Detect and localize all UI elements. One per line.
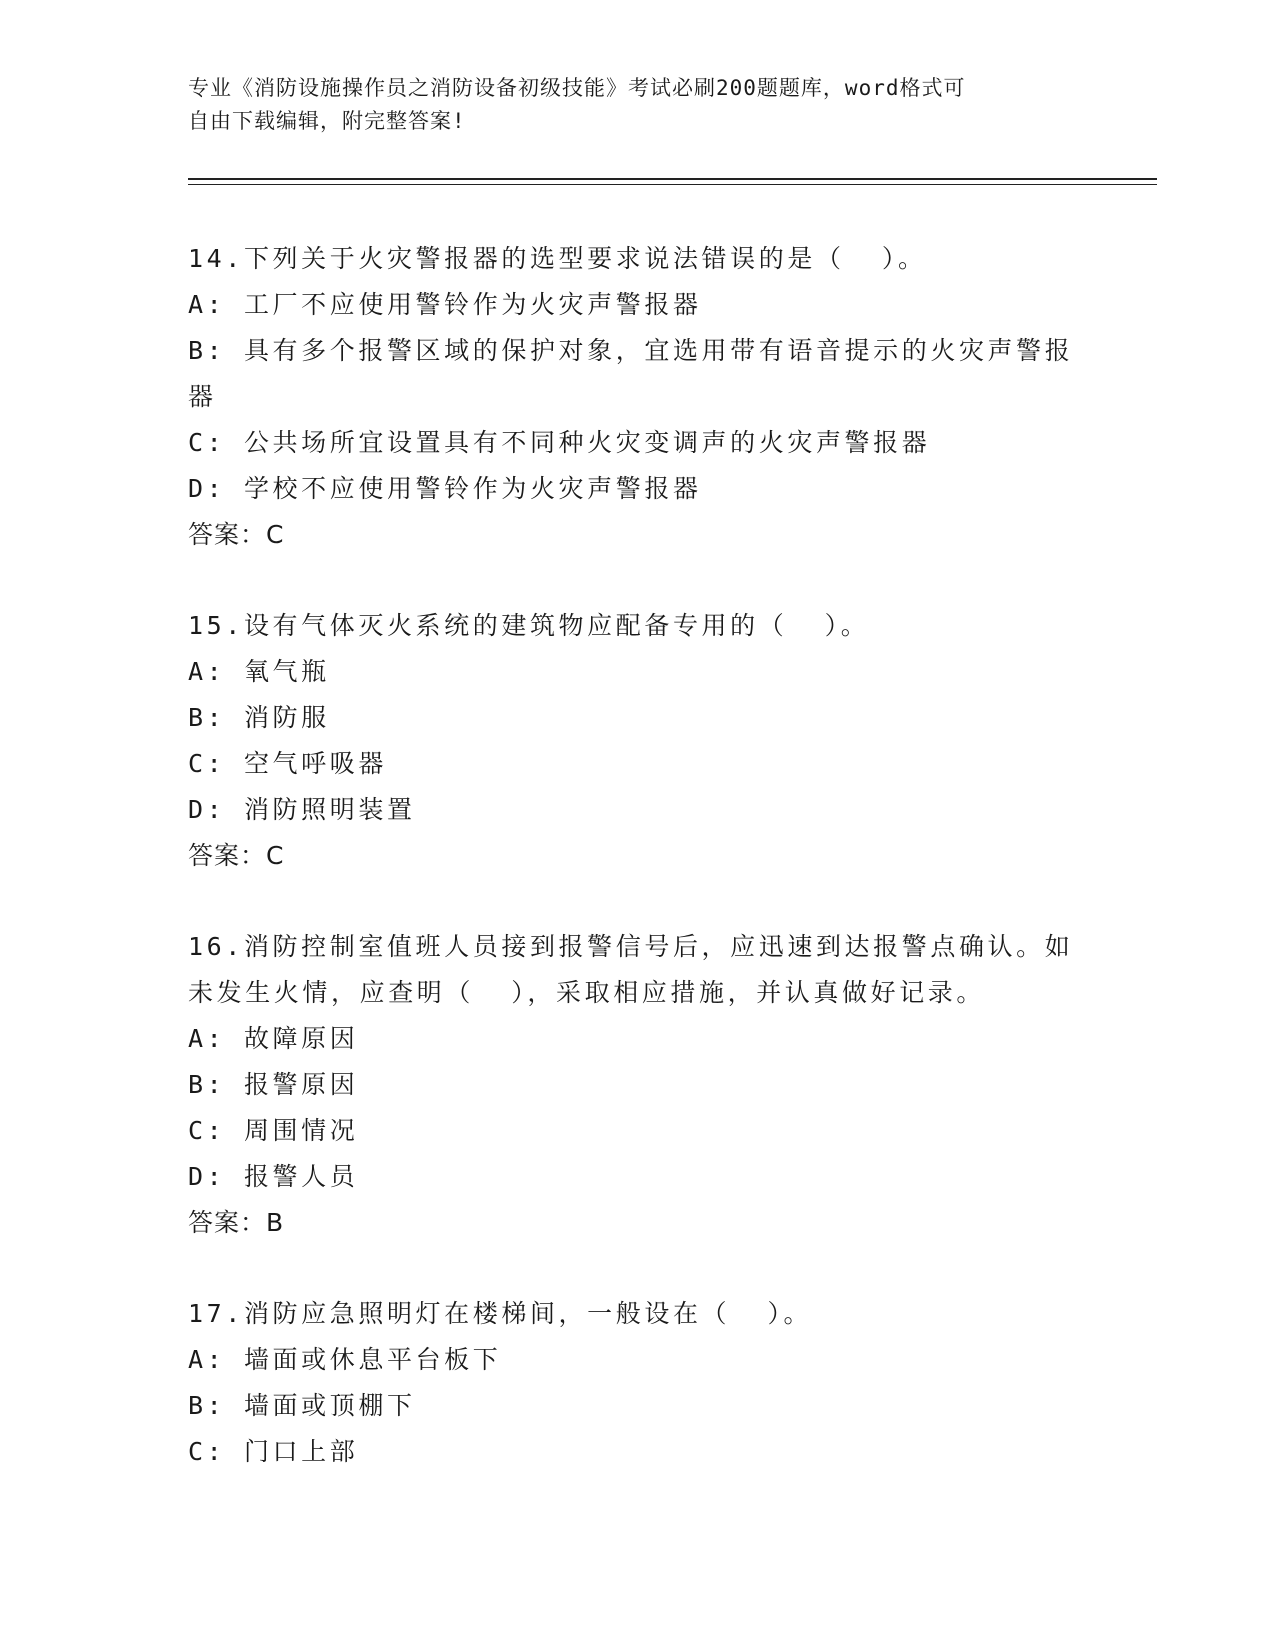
document-header: [188, 72, 1068, 138]
answer-option: A: 工厂不应使用警铃作为火灾声警报器: [188, 290, 702, 319]
question-stem: 未发生火情，应查明（ ），采取相应措施，并认真做好记录。: [188, 978, 986, 1007]
question-stem: 15.设有气体灭火系统的建筑物应配备专用的（ ）。: [188, 611, 870, 640]
answer-option: C: 空气呼吸器: [188, 749, 387, 778]
answer-option: A: 墙面或休息平台板下: [188, 1345, 502, 1374]
question-item: [188, 1291, 1088, 1475]
answer-option: D: 消防照明装置: [188, 795, 416, 824]
answer-option: C: 周围情况: [188, 1116, 359, 1145]
answer-option: C: 门口上部: [188, 1437, 359, 1466]
question-stem: 17.消防应急照明灯在楼梯间，一般设在（ ）。: [188, 1299, 813, 1328]
answer-option: C: 公共场所宜设置具有不同种火灾变调声的火灾声警报器: [188, 428, 931, 457]
header-divider-thick: [188, 178, 1157, 180]
question-item: [188, 924, 1088, 1246]
question-item: [188, 603, 1088, 879]
answer-option: B: 报警原因: [188, 1070, 359, 1099]
question-stem: 16.消防控制室值班人员接到报警信号后，应迅速到达报警点确认。如: [188, 932, 1074, 961]
question-stem: 14.下列关于火灾警报器的选型要求说法错误的是（ ）。: [188, 244, 927, 273]
answer-option: A: 故障原因: [188, 1024, 359, 1053]
header-divider-thin: [188, 184, 1157, 185]
question-list: [188, 236, 1088, 1520]
header-line-2: 自由下载编辑，附完整答案!: [188, 109, 466, 133]
answer-option: B: 墙面或顶棚下: [188, 1391, 416, 1420]
answer-option: D: 报警人员: [188, 1162, 359, 1191]
question-item: [188, 236, 1088, 558]
answer-option: B: 消防服: [188, 703, 330, 732]
answer-option: B: 具有多个报警区域的保护对象，宜选用带有语音提示的火灾声警报: [188, 336, 1074, 365]
answer-option: A: 氧气瓶: [188, 657, 330, 686]
answer-key: 答案：B: [188, 1208, 285, 1237]
answer-key: 答案：C: [188, 520, 285, 549]
header-line-1: 专业《消防设施操作员之消防设备初级技能》考试必刷200题题库，word格式可: [188, 76, 966, 100]
answer-option: D: 学校不应使用警铃作为火灾声警报器: [188, 474, 702, 503]
answer-option: 器: [188, 382, 217, 411]
answer-key: 答案：C: [188, 841, 285, 870]
